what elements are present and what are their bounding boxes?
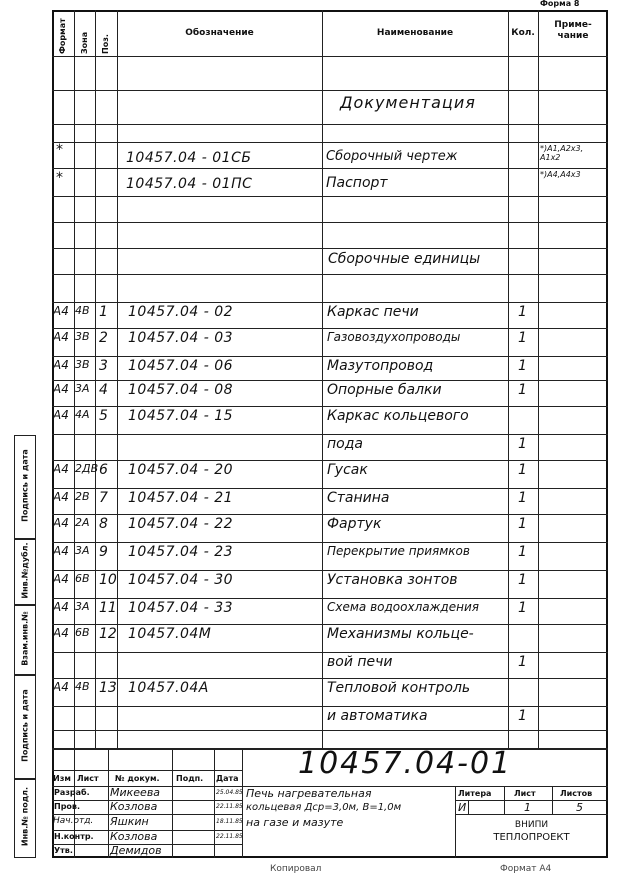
product-name-1: Печь нагревательная xyxy=(246,787,372,800)
row-name: Гусак xyxy=(327,462,368,478)
row-line xyxy=(52,434,608,435)
row-name: Установка зонтов xyxy=(327,572,458,588)
row-format: А4 xyxy=(53,382,69,396)
row-qty: 1 xyxy=(518,654,527,670)
tb-col xyxy=(108,748,109,858)
row-designation: 10457.04 - 15 xyxy=(128,408,234,424)
litera-value: И xyxy=(458,801,467,814)
tb-col-data: Дата xyxy=(216,774,239,783)
header-note-1: Приме- xyxy=(554,20,592,30)
row-pos: 5 xyxy=(99,408,108,424)
row-format: А4 xyxy=(53,330,69,344)
row-designation: 10457.04 - 33 xyxy=(128,600,234,616)
row-line xyxy=(52,274,608,275)
row-format: А4 xyxy=(53,544,69,558)
row-name: Опорные балки xyxy=(327,382,442,398)
row-name: Механизмы кольце- xyxy=(327,626,474,642)
row-designation: 10457.04 - 03 xyxy=(128,330,234,346)
section-documentation: Документация xyxy=(340,93,476,112)
role-nach-date: 18.11.85 xyxy=(216,818,243,825)
tb-col xyxy=(172,748,173,858)
header-format: Формат xyxy=(58,18,67,54)
row-line xyxy=(52,124,608,125)
row-line xyxy=(52,142,608,143)
row-name: Газовоздухопроводы xyxy=(327,330,461,344)
row-format: А4 xyxy=(53,358,69,372)
header-divider xyxy=(52,56,608,57)
row-zone: 3А xyxy=(75,382,90,395)
doc-row-2-name: Паспорт xyxy=(326,175,388,191)
row-zone: 4В xyxy=(75,304,90,317)
tb-col xyxy=(552,786,553,814)
row-qty: 1 xyxy=(518,330,527,346)
product-name-3: на газе и мазуте xyxy=(246,816,344,829)
row-line xyxy=(52,514,608,515)
tb-col xyxy=(468,800,469,814)
row-pos: 11 xyxy=(99,600,117,616)
row-line xyxy=(52,196,608,197)
col-line-designation xyxy=(322,10,323,748)
list-label: Лист xyxy=(514,789,536,798)
col-line-zone xyxy=(95,10,96,748)
row-line xyxy=(52,406,608,407)
list-value: 1 xyxy=(524,801,531,814)
row-designation: 10457.04 - 06 xyxy=(128,358,234,374)
side-label-sign-date-top: Подпись и дата xyxy=(20,449,30,522)
doc-row-2-note: *)А4,А4х3 xyxy=(540,170,581,179)
side-label-inv-podl: Инв.№ подл. xyxy=(20,786,30,847)
row-line xyxy=(52,624,608,625)
side-box-sign-date-bottom xyxy=(14,675,36,779)
role-prov: Пров. xyxy=(54,802,81,811)
listov-value: 5 xyxy=(576,801,583,814)
row-format: А4 xyxy=(53,680,69,694)
row-name: Станина xyxy=(327,490,390,506)
section-assembly-units: Сборочные единицы xyxy=(328,251,481,267)
header-name: Наименование xyxy=(376,28,454,38)
row-zone: 3А xyxy=(75,544,90,557)
doc-row-1-name: Сборочный чертеж xyxy=(326,149,458,164)
row-format: А4 xyxy=(53,408,69,422)
row-line xyxy=(52,222,608,223)
row-designation: 10457.04А xyxy=(128,680,209,696)
row-line xyxy=(52,542,608,543)
row-name: Каркас кольцевого xyxy=(327,408,469,424)
row-name: Каркас печи xyxy=(327,304,419,320)
row-zone: 6В xyxy=(75,572,90,585)
doc-row-1-format: * xyxy=(56,142,63,158)
row-line xyxy=(52,678,608,679)
row-format: А4 xyxy=(53,626,69,640)
tb-line xyxy=(455,814,608,815)
row-zone: 3В xyxy=(75,358,90,371)
row-pos: 9 xyxy=(99,544,108,560)
row-name: Фартук xyxy=(327,516,382,532)
row-qty: 1 xyxy=(518,490,527,506)
row-pos: 2 xyxy=(99,330,108,346)
tb-line xyxy=(455,800,608,801)
doc-row-2-designation: 10457.04 - 01ПС xyxy=(126,176,253,192)
row-zone: 2В xyxy=(75,490,90,503)
row-designation: 10457.04 - 21 xyxy=(128,490,234,506)
header-designation: Обозначение xyxy=(185,28,254,38)
row-zone: 2ДВ xyxy=(75,462,99,475)
row-name: вой печи xyxy=(327,654,393,670)
row-name: Схема водоохлаждения xyxy=(327,600,479,614)
role-razrab-name: Микеева xyxy=(110,786,161,799)
row-format: А4 xyxy=(53,600,69,614)
row-line xyxy=(52,730,608,731)
row-name: Перекрытие приямков xyxy=(327,544,470,558)
side-box-sign-date-top xyxy=(14,435,36,539)
header-zone: Зона xyxy=(80,31,89,54)
tb-col-ndok: № докум. xyxy=(115,774,160,783)
role-nach-name: Яшкин xyxy=(110,815,149,828)
row-zone: 4А xyxy=(75,408,90,421)
row-pos: 12 xyxy=(99,626,117,642)
row-qty: 1 xyxy=(518,358,527,374)
row-line xyxy=(52,652,608,653)
row-line xyxy=(52,168,608,169)
org-line-1: ВНИПИ xyxy=(514,820,549,830)
row-designation: 10457.04 - 30 xyxy=(128,572,234,588)
row-designation: 10457.04 - 20 xyxy=(128,462,234,478)
tb-col xyxy=(504,786,505,814)
row-designation: 10457.04 - 22 xyxy=(128,516,234,532)
role-nkontr: Н.контр. xyxy=(54,832,94,841)
row-qty: 1 xyxy=(518,600,527,616)
row-pos: 13 xyxy=(99,680,117,696)
row-name: Мазутопровод xyxy=(327,358,434,374)
role-nach: Нач.отд. xyxy=(53,816,94,826)
role-razrab: Разраб. xyxy=(54,788,90,797)
header-note-2: чание xyxy=(557,31,589,41)
row-qty: 1 xyxy=(518,544,527,560)
footer-format: Формат А4 xyxy=(500,864,552,874)
row-designation: 10457.04М xyxy=(128,626,212,642)
col-line-name xyxy=(508,10,509,748)
role-prov-name: Козлова xyxy=(110,800,158,813)
side-label-sign-date-bottom: Подпись и дата xyxy=(20,689,30,762)
row-designation: 10457.04 - 23 xyxy=(128,544,234,560)
doc-row-1-note: *)А1,А2х3, А1х2 xyxy=(540,144,584,162)
row-pos: 10 xyxy=(99,572,117,588)
row-pos: 1 xyxy=(99,304,108,320)
header-qty: Кол. xyxy=(511,28,535,38)
doc-row-2-format: * xyxy=(56,170,63,186)
row-qty: 1 xyxy=(518,436,527,452)
row-format: А4 xyxy=(53,490,69,504)
row-line xyxy=(52,598,608,599)
row-designation: 10457.04 - 08 xyxy=(128,382,234,398)
row-qty: 1 xyxy=(518,304,527,320)
col-line-qty xyxy=(538,10,539,748)
row-pos: 8 xyxy=(99,516,108,532)
row-line xyxy=(52,356,608,357)
row-name: пода xyxy=(327,436,363,452)
row-pos: 4 xyxy=(99,382,108,398)
row-format: А4 xyxy=(53,572,69,586)
row-name: Тепловой контроль xyxy=(327,680,471,696)
row-name: и автоматика xyxy=(327,708,428,724)
side-label-vzam: Взам.инв.№ xyxy=(20,611,30,666)
row-format: А4 xyxy=(53,516,69,530)
role-nkontr-name: Козлова xyxy=(110,830,158,843)
row-format: А4 xyxy=(53,462,69,476)
side-box-inv-podl xyxy=(14,779,36,858)
row-zone: 6В xyxy=(75,626,90,639)
row-zone: 2А xyxy=(75,516,90,529)
role-utv: Утв. xyxy=(54,846,73,855)
litera-label: Литера xyxy=(458,789,492,798)
tb-col-list: Лист xyxy=(77,774,99,783)
tb-col-izm: Изм xyxy=(53,774,71,783)
row-qty: 1 xyxy=(518,708,527,724)
side-label-dubl: Инв.№дубл. xyxy=(20,542,30,599)
role-nkontr-date: 22.11.85 xyxy=(216,833,243,840)
row-pos: 7 xyxy=(99,490,108,506)
org-line-2: ТЕПЛОПРОЕКТ xyxy=(493,832,570,843)
role-prov-date: 22.11.85 xyxy=(216,803,243,810)
row-zone: 3А xyxy=(75,600,90,613)
tb-col-podp: Подп. xyxy=(176,774,204,783)
footer-copied: Копировал xyxy=(270,864,322,874)
row-qty: 1 xyxy=(518,572,527,588)
row-line xyxy=(52,302,608,303)
row-line xyxy=(52,570,608,571)
role-utv-name: Демидов xyxy=(110,844,162,857)
listov-label: Листов xyxy=(560,789,593,798)
doc-number: 10457.04-01 xyxy=(298,746,513,781)
row-qty: 1 xyxy=(518,516,527,532)
row-line xyxy=(52,380,608,381)
row-designation: 10457.04 - 02 xyxy=(128,304,234,320)
row-qty: 1 xyxy=(518,462,527,478)
row-line xyxy=(52,328,608,329)
row-line xyxy=(52,460,608,461)
row-pos: 3 xyxy=(99,358,108,374)
row-zone: 3В xyxy=(75,330,90,343)
row-line xyxy=(52,706,608,707)
product-name-2: кольцевая Дср=3,0м, В=1,0м xyxy=(246,802,402,813)
row-line xyxy=(52,488,608,489)
row-zone: 4В xyxy=(75,680,90,693)
header-pos: Поз. xyxy=(101,34,110,54)
row-format: А4 xyxy=(53,304,69,318)
side-box-dubl xyxy=(14,539,36,605)
row-line xyxy=(52,248,608,249)
role-razrab-date: 25.04.85 xyxy=(216,789,243,796)
tb-col xyxy=(214,748,215,858)
row-line xyxy=(52,90,608,91)
doc-row-1-designation: 10457.04 - 01СБ xyxy=(126,150,252,166)
row-pos: 6 xyxy=(99,462,108,478)
side-box-vzam xyxy=(14,605,36,675)
row-qty: 1 xyxy=(518,382,527,398)
form-label: Форма 8 xyxy=(540,0,580,8)
col-line-pos xyxy=(117,10,118,748)
